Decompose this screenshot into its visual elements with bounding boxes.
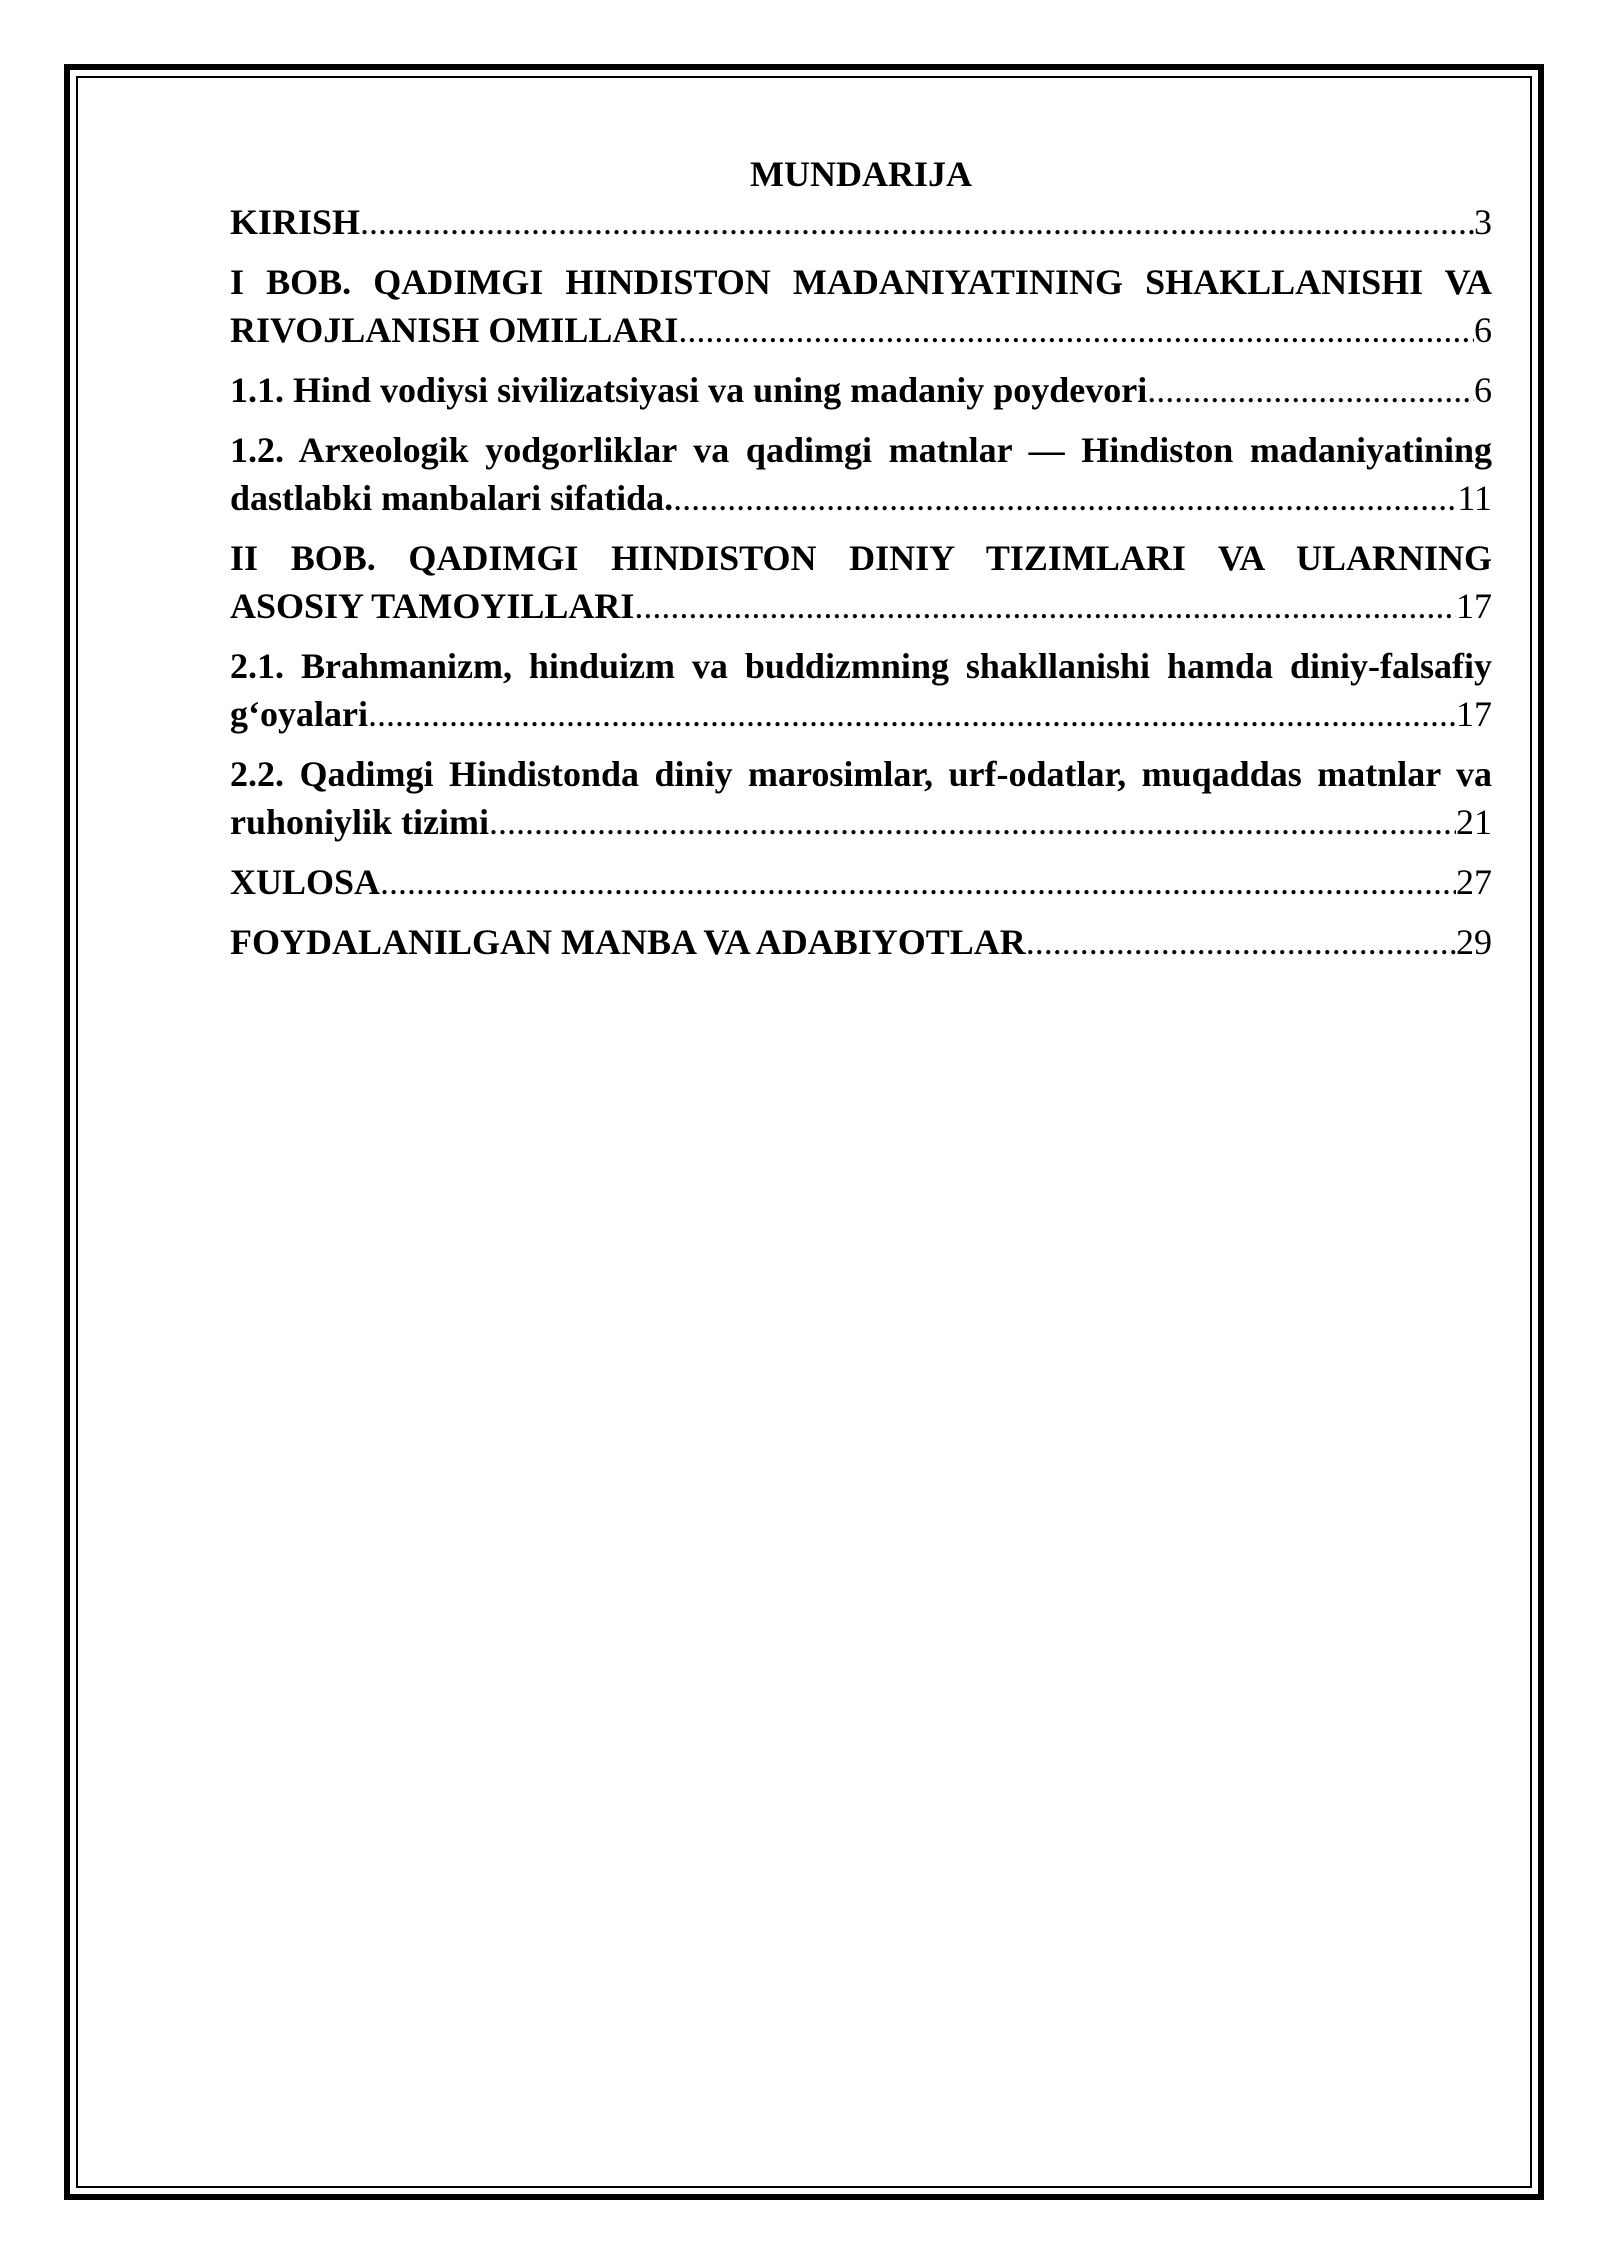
toc-entry[interactable] [230,258,1492,354]
toc-entry-label: RIVOJLANISH OMILLARI [230,310,679,350]
toc-entry-heading-line: 1.2. Arxeologik yodgorliklar va qadimgi matnlar — Hindiston madaniyatining [230,430,1492,470]
toc-entry-line [230,918,1492,966]
toc-dot-leader [360,198,1474,246]
toc-entry-line [230,198,1492,246]
toc-page-number: 17 [1456,694,1492,734]
toc-entry[interactable] [230,534,1492,630]
toc-entry-heading-line: II BOB. QADIMGI HINDISTON DINIY TIZIMLARI VA ULARNING [230,538,1492,578]
toc-entry[interactable] [230,426,1492,522]
toc-page-number: 29 [1456,922,1492,962]
toc-page-number: 6 [1474,370,1492,410]
toc-title: MUNDARIJA [750,154,972,194]
toc-list [230,198,1492,966]
toc-entry-line [230,690,1492,738]
toc-entry-line [230,366,1492,414]
toc-entry[interactable] [230,858,1492,906]
toc-page-number: 27 [1456,862,1492,902]
toc-page-number: 11 [1457,478,1492,518]
toc-entry-line [230,306,1492,354]
toc-page-number: 3 [1474,202,1492,242]
toc-entry-label: KIRISH [230,202,361,242]
toc-entry[interactable] [230,198,1492,246]
toc-entry-heading-line: 2.1. Brahmanizm, hinduizm va buddizmning shakllanishi hamda diniy-falsafiy [230,646,1492,686]
toc-page-number: 21 [1456,802,1492,842]
toc-entry-label: dastlabki manbalari sifatida. [230,478,674,518]
toc-entry[interactable] [230,918,1492,966]
toc-dot-leader [368,690,1456,738]
toc-dot-leader [673,474,1457,522]
toc-entry-label: 1.1. Hind vodiysi sivilizatsiyasi va uning madaniy poydevori [230,370,1148,410]
toc-dot-leader [489,798,1456,846]
toc-dot-leader [1026,918,1456,966]
toc-page-number: 6 [1474,310,1492,350]
toc-entry[interactable] [230,750,1492,846]
toc-entry-label: ruhoniylik tizimi [230,802,490,842]
toc-entry-label: ASOSIY TAMOYILLARI [230,586,635,626]
toc-entry-label: FOYDALANILGAN MANBA VA ADABIYOTLAR [230,922,1026,962]
toc-dot-leader [634,582,1456,630]
toc-entry-line [230,858,1492,906]
toc-entry[interactable] [230,366,1492,414]
toc-dot-leader [380,858,1456,906]
toc-entry-line [230,474,1492,522]
toc-page-number: 17 [1456,586,1492,626]
toc-entry-heading-line: I BOB. QADIMGI HINDISTON MADANIYATINING SHAKLLANISHI VA [230,262,1492,302]
toc-dot-leader [678,306,1474,354]
toc-entry-line [230,582,1492,630]
table-of-contents [230,150,1492,978]
toc-entry-heading-line: 2.2. Qadimgi Hindistonda diniy marosimlar, urf-odatlar, muqaddas matnlar va [230,754,1492,794]
toc-entry-label: g‘oyalari [230,694,368,734]
toc-entry-line [230,798,1492,846]
toc-dot-leader [1147,366,1474,414]
toc-entry-label: XULOSA [230,862,381,902]
toc-entry[interactable] [230,642,1492,738]
